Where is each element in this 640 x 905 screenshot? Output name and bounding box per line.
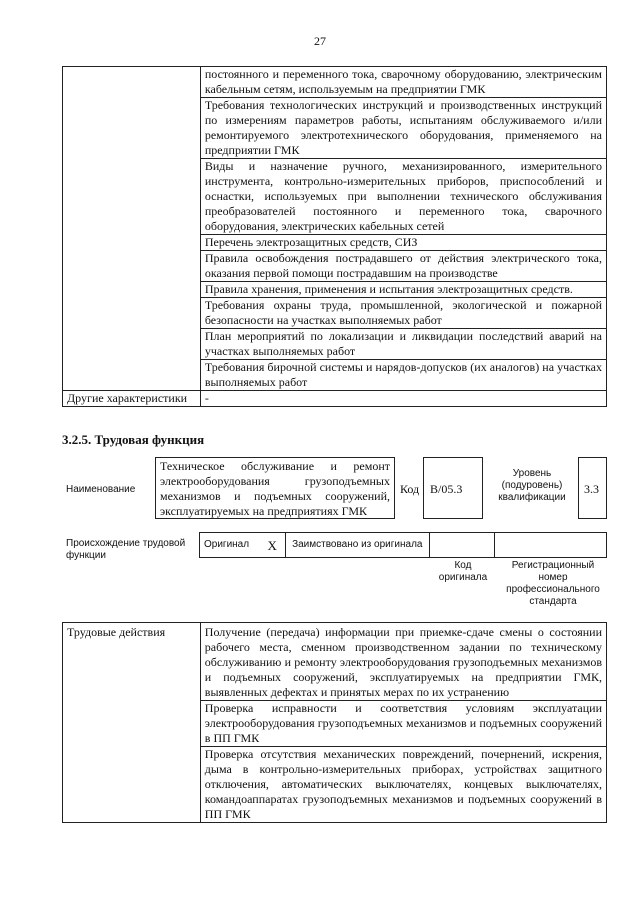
other-characteristics-label: Другие характеристики xyxy=(63,391,201,407)
labor-action-item: Проверка отсутствия механических повреждений, почернений, искрения, дыма в контрольно-измерительных приборах, устройствах защитного отключения, автоматических выключателях, концевых выключателях, командоаппаратах грузоподъемных механизмов и подъемных сооружений в ПП ГМК xyxy=(200,747,606,823)
code-label: Код xyxy=(400,482,420,496)
level-label: Уровень (подуровень) квалификации xyxy=(498,468,566,503)
label-cell-empty xyxy=(63,67,201,391)
labor-actions-table xyxy=(62,622,607,823)
other-characteristics-value: - xyxy=(200,391,606,407)
code-box xyxy=(423,457,483,519)
code-caption: Код оригинала xyxy=(438,560,488,583)
original-mark: X xyxy=(263,533,285,558)
requirement-item: постоянного и переменного тока, сварочному оборудованию, электрическим кабельным сетям, используемым на предприятии ГМК xyxy=(200,67,606,98)
labor-actions-label: Трудовые действия xyxy=(63,623,201,823)
requirements-table xyxy=(62,66,607,407)
level-box xyxy=(578,457,607,519)
original-code-cell xyxy=(429,533,495,558)
function-name-box: Техническое обслуживание и ремонт электрооборудования грузоподъемных механизмов и подъемных сооружений, эксплуатируемых на предприятиях ГМК xyxy=(155,457,395,519)
origin-table xyxy=(199,532,607,558)
original-label: Оригинал xyxy=(200,533,264,558)
level-value: 3.3 xyxy=(584,482,599,496)
requirement-item: План мероприятий по локализации и ликвидации последствий аварий на участках выполняемых работ xyxy=(200,329,606,360)
requirement-item: Правила освобождения пострадавшего от действия электрического тока, оказания первой помощи пострадавшим на производстве xyxy=(200,251,606,282)
origin-label: Происхождение трудовой функции xyxy=(66,538,186,561)
section-title: 3.2.5. Трудовая функция xyxy=(62,432,205,447)
labor-action-item: Проверка исправности и соответствия условиям эксплуатации электрооборудования грузоподъемных механизмов и подъемных сооружений в ПП ГМК xyxy=(200,701,606,747)
requirement-item: Требования бирочной системы и нарядов-допусков (их аналогов) на участках выполняемых работ xyxy=(200,360,606,391)
requirement-item: Требования технологических инструкций и производственных инструкций по измерениям параметров работы, испытаниям обслуживаемого и/или ремонтируемого электротехнического оборудования, применяемого на предприятии ГМК xyxy=(200,98,606,159)
registration-number-cell xyxy=(495,533,607,558)
requirement-item: Правила хранения, применения и испытания электрозащитных средств. xyxy=(200,282,606,298)
labor-action-item: Получение (передача) информации при приемке-сдаче смены о состоянии рабочего места, сменном производственном задании по техническому обслуживанию и ремонту электрооборудования грузоподъемных механизмов и подъемных сооружений, эксплуатируемых на предприятии ГМК, выявленных дефектах и принятых мерах по их устранению xyxy=(200,623,606,701)
code-value: В/05.3 xyxy=(430,482,463,496)
name-label: Наименование xyxy=(66,484,136,495)
page-number: 27 xyxy=(314,34,326,48)
requirement-item: Перечень электрозащитных средств, СИЗ xyxy=(200,235,606,251)
requirement-item: Виды и назначение ручного, механизированного, измерительного инструмента, контрольно-измерительных приборов, приспособлений и оснастки, используемых при выполнении технического обслуживания преобразователей постоянного и переменного тока, сварочного оборудования, электрических кабельных сетей xyxy=(200,159,606,235)
requirement-item: Требования охраны труда, промышленной, экологической и пожарной безопасности на участках выполняемых работ xyxy=(200,298,606,329)
registration-caption: Регистрационный номер профессионального стандарта xyxy=(506,560,600,607)
borrowed-label: Заимствовано из оригинала xyxy=(285,533,429,558)
